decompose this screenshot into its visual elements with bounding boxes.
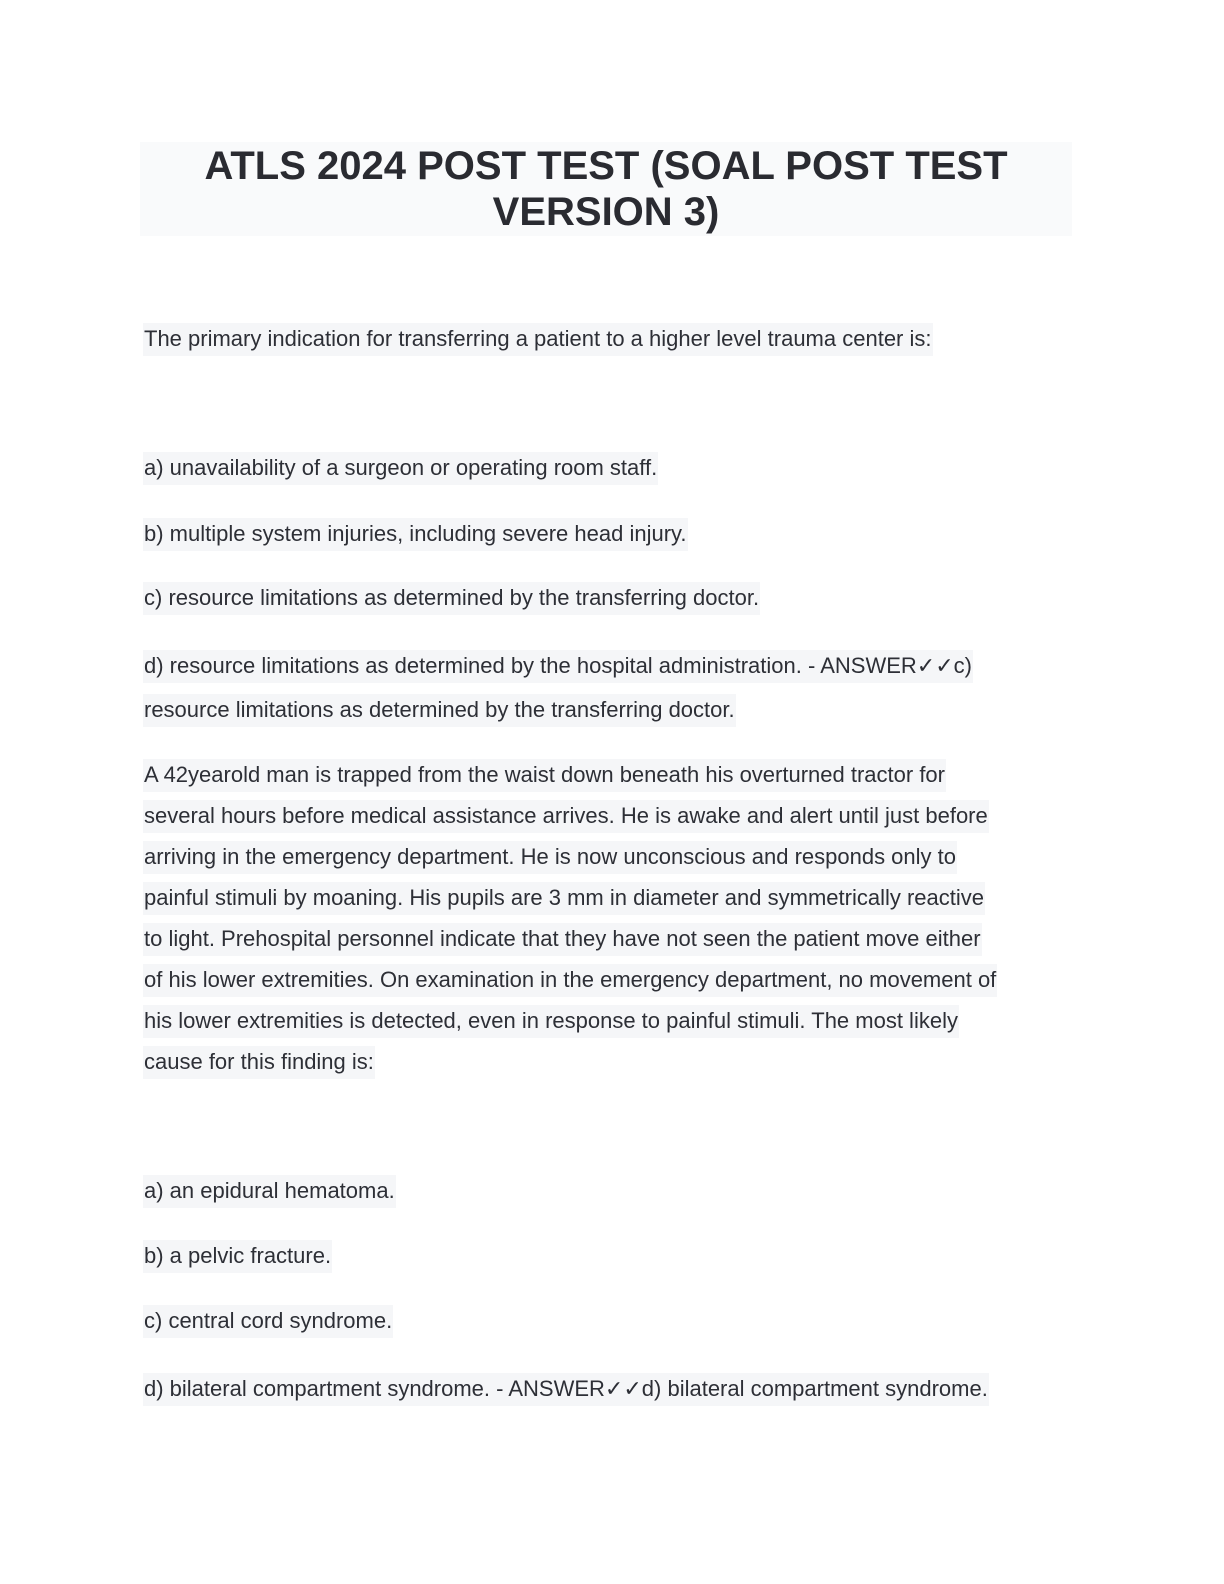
- question-2-line-6-span: of his lower extremities. On examination in the emergency department, no movement of: [143, 964, 997, 997]
- question-2-line-2: [143, 804, 989, 828]
- question-1-text-span: The primary indication for transferring a patient to a higher level trauma center is:: [143, 323, 933, 356]
- question-2-option-a: [143, 1179, 396, 1203]
- question-1-answer-line-2: [143, 698, 736, 722]
- question-2-line-7-span: his lower extremities is detected, even in response to painful stimuli. The most likely: [143, 1005, 959, 1038]
- question-1-option-c: [143, 586, 760, 610]
- question-2-line-1: [143, 763, 946, 787]
- question-1-option-a-span: a) unavailability of a surgeon or operating room staff.: [143, 452, 658, 485]
- question-2-option-b: [143, 1244, 332, 1268]
- question-1-option-d-line-1: [143, 654, 973, 678]
- question-2-option-d: [143, 1377, 989, 1401]
- question-2-line-7: [143, 1009, 959, 1033]
- question-2-line-8: [143, 1050, 375, 1074]
- question-2-line-3: [143, 845, 957, 869]
- question-2-line-1-span: A 42yearold man is trapped from the waist down beneath his overturned tractor for: [143, 759, 946, 792]
- question-2-line-8-span: cause for this finding is:: [143, 1046, 375, 1079]
- question-2-line-4: [143, 886, 985, 910]
- question-2-line-5-span: to light. Prehospital personnel indicate that they have not seen the patient move either: [143, 923, 982, 956]
- document-title: ATLS 2024 POST TEST (SOAL POST TEST VERSION 3): [204, 144, 1008, 234]
- question-2-option-a-span: a) an epidural hematoma.: [143, 1175, 396, 1208]
- question-1-option-b-span: b) multiple system injuries, including severe head injury.: [143, 518, 688, 551]
- question-1-text: [143, 327, 933, 351]
- question-2-line-5: [143, 927, 982, 951]
- question-1-option-c-span: c) resource limitations as determined by the transferring doctor.: [143, 582, 760, 615]
- question-1-answer-line-2-span: resource limitations as determined by the transferring doctor.: [143, 694, 736, 727]
- question-2-option-c-span: c) central cord syndrome.: [143, 1305, 393, 1338]
- question-2-option-d-span: d) bilateral compartment syndrome. - ANSWER✓✓d) bilateral compartment syndrome.: [143, 1373, 989, 1406]
- question-2-line-3-span: arriving in the emergency department. He is now unconscious and responds only to: [143, 841, 957, 874]
- question-2-line-4-span: painful stimuli by moaning. His pupils are 3 mm in diameter and symmetrically reactive: [143, 882, 985, 915]
- question-2-option-b-span: b) a pelvic fracture.: [143, 1240, 332, 1273]
- question-1-option-a: [143, 456, 658, 480]
- question-1-option-b: [143, 522, 688, 546]
- question-2-line-6: [143, 968, 997, 992]
- question-2-line-2-span: several hours before medical assistance arrives. He is awake and alert until just before: [143, 800, 989, 833]
- question-1-option-d-line-1-span: d) resource limitations as determined by the hospital administration. - ANSWER✓✓c): [143, 650, 973, 683]
- question-2-option-c: [143, 1309, 393, 1333]
